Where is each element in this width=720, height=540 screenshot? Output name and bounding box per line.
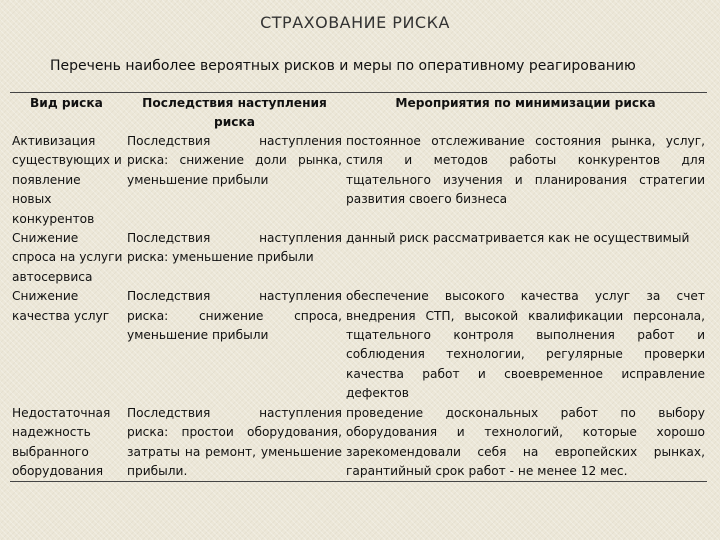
risk-type-cell: Недостаточная надежность выбранного оборудования — [12, 405, 111, 478]
risk-type-cell: Снижение качества услуг — [12, 289, 110, 323]
measures-cell: данный риск рассматривается как не осуществимый — [346, 231, 690, 246]
header-consequences: Последствия наступления риска — [142, 96, 327, 129]
page-title: СТРАХОВАНИЕ РИСКА — [260, 13, 450, 32]
risk-type-cell: Снижение спроса на услуги автосервиса — [12, 231, 123, 284]
consequences-cell: Последствия наступления риска: снижение спроса, уменьшение прибыли — [127, 289, 342, 343]
table-row — [10, 229, 707, 287]
consequences-cell: Последствия наступления риска: снижение доли рынка, уменьшение прибыли — [127, 134, 342, 187]
consequences-cell: Последствия наступления риска: простои оборудования, затраты на ремонт, уменьшение прибыли. — [127, 405, 342, 478]
risk-type-cell: Активизация существующих и появление новых конкурентов — [12, 134, 122, 226]
header-measures: Мероприятия по минимизации риска — [395, 96, 656, 110]
risk-table — [10, 92, 707, 482]
table-row — [10, 404, 707, 482]
table-header-row — [10, 93, 707, 133]
table-row — [10, 287, 707, 403]
table-row — [10, 132, 707, 229]
header-risk-type: Вид риска — [30, 96, 103, 110]
page-subtitle: Перечень наиболее вероятных рисков и меры по оперативному реагированию — [50, 58, 636, 74]
measures-cell: проведение доскональных работ по выбору оборудования и технологий, которые хорошо зарекомендовали себя на европейских рынках, гарантийный срок работ - не менее 12 мес. — [346, 405, 705, 478]
consequences-cell: Последствия наступления риска: уменьшение прибыли — [127, 231, 342, 265]
measures-cell: обеспечение высокого качества услуг за счет внедрения СТП, высокой квалификации персонала, тщательного контроля выполнения работ и соблюдения технологии, регулярные проверки качества работ и своевременное исправление дефектов — [346, 289, 705, 401]
measures-cell: постоянное отслеживание состояния рынка, услуг, стиля и методов работы конкурентов для тщательного изучения и планирования стратегии развития своего бизнеса — [346, 134, 705, 207]
